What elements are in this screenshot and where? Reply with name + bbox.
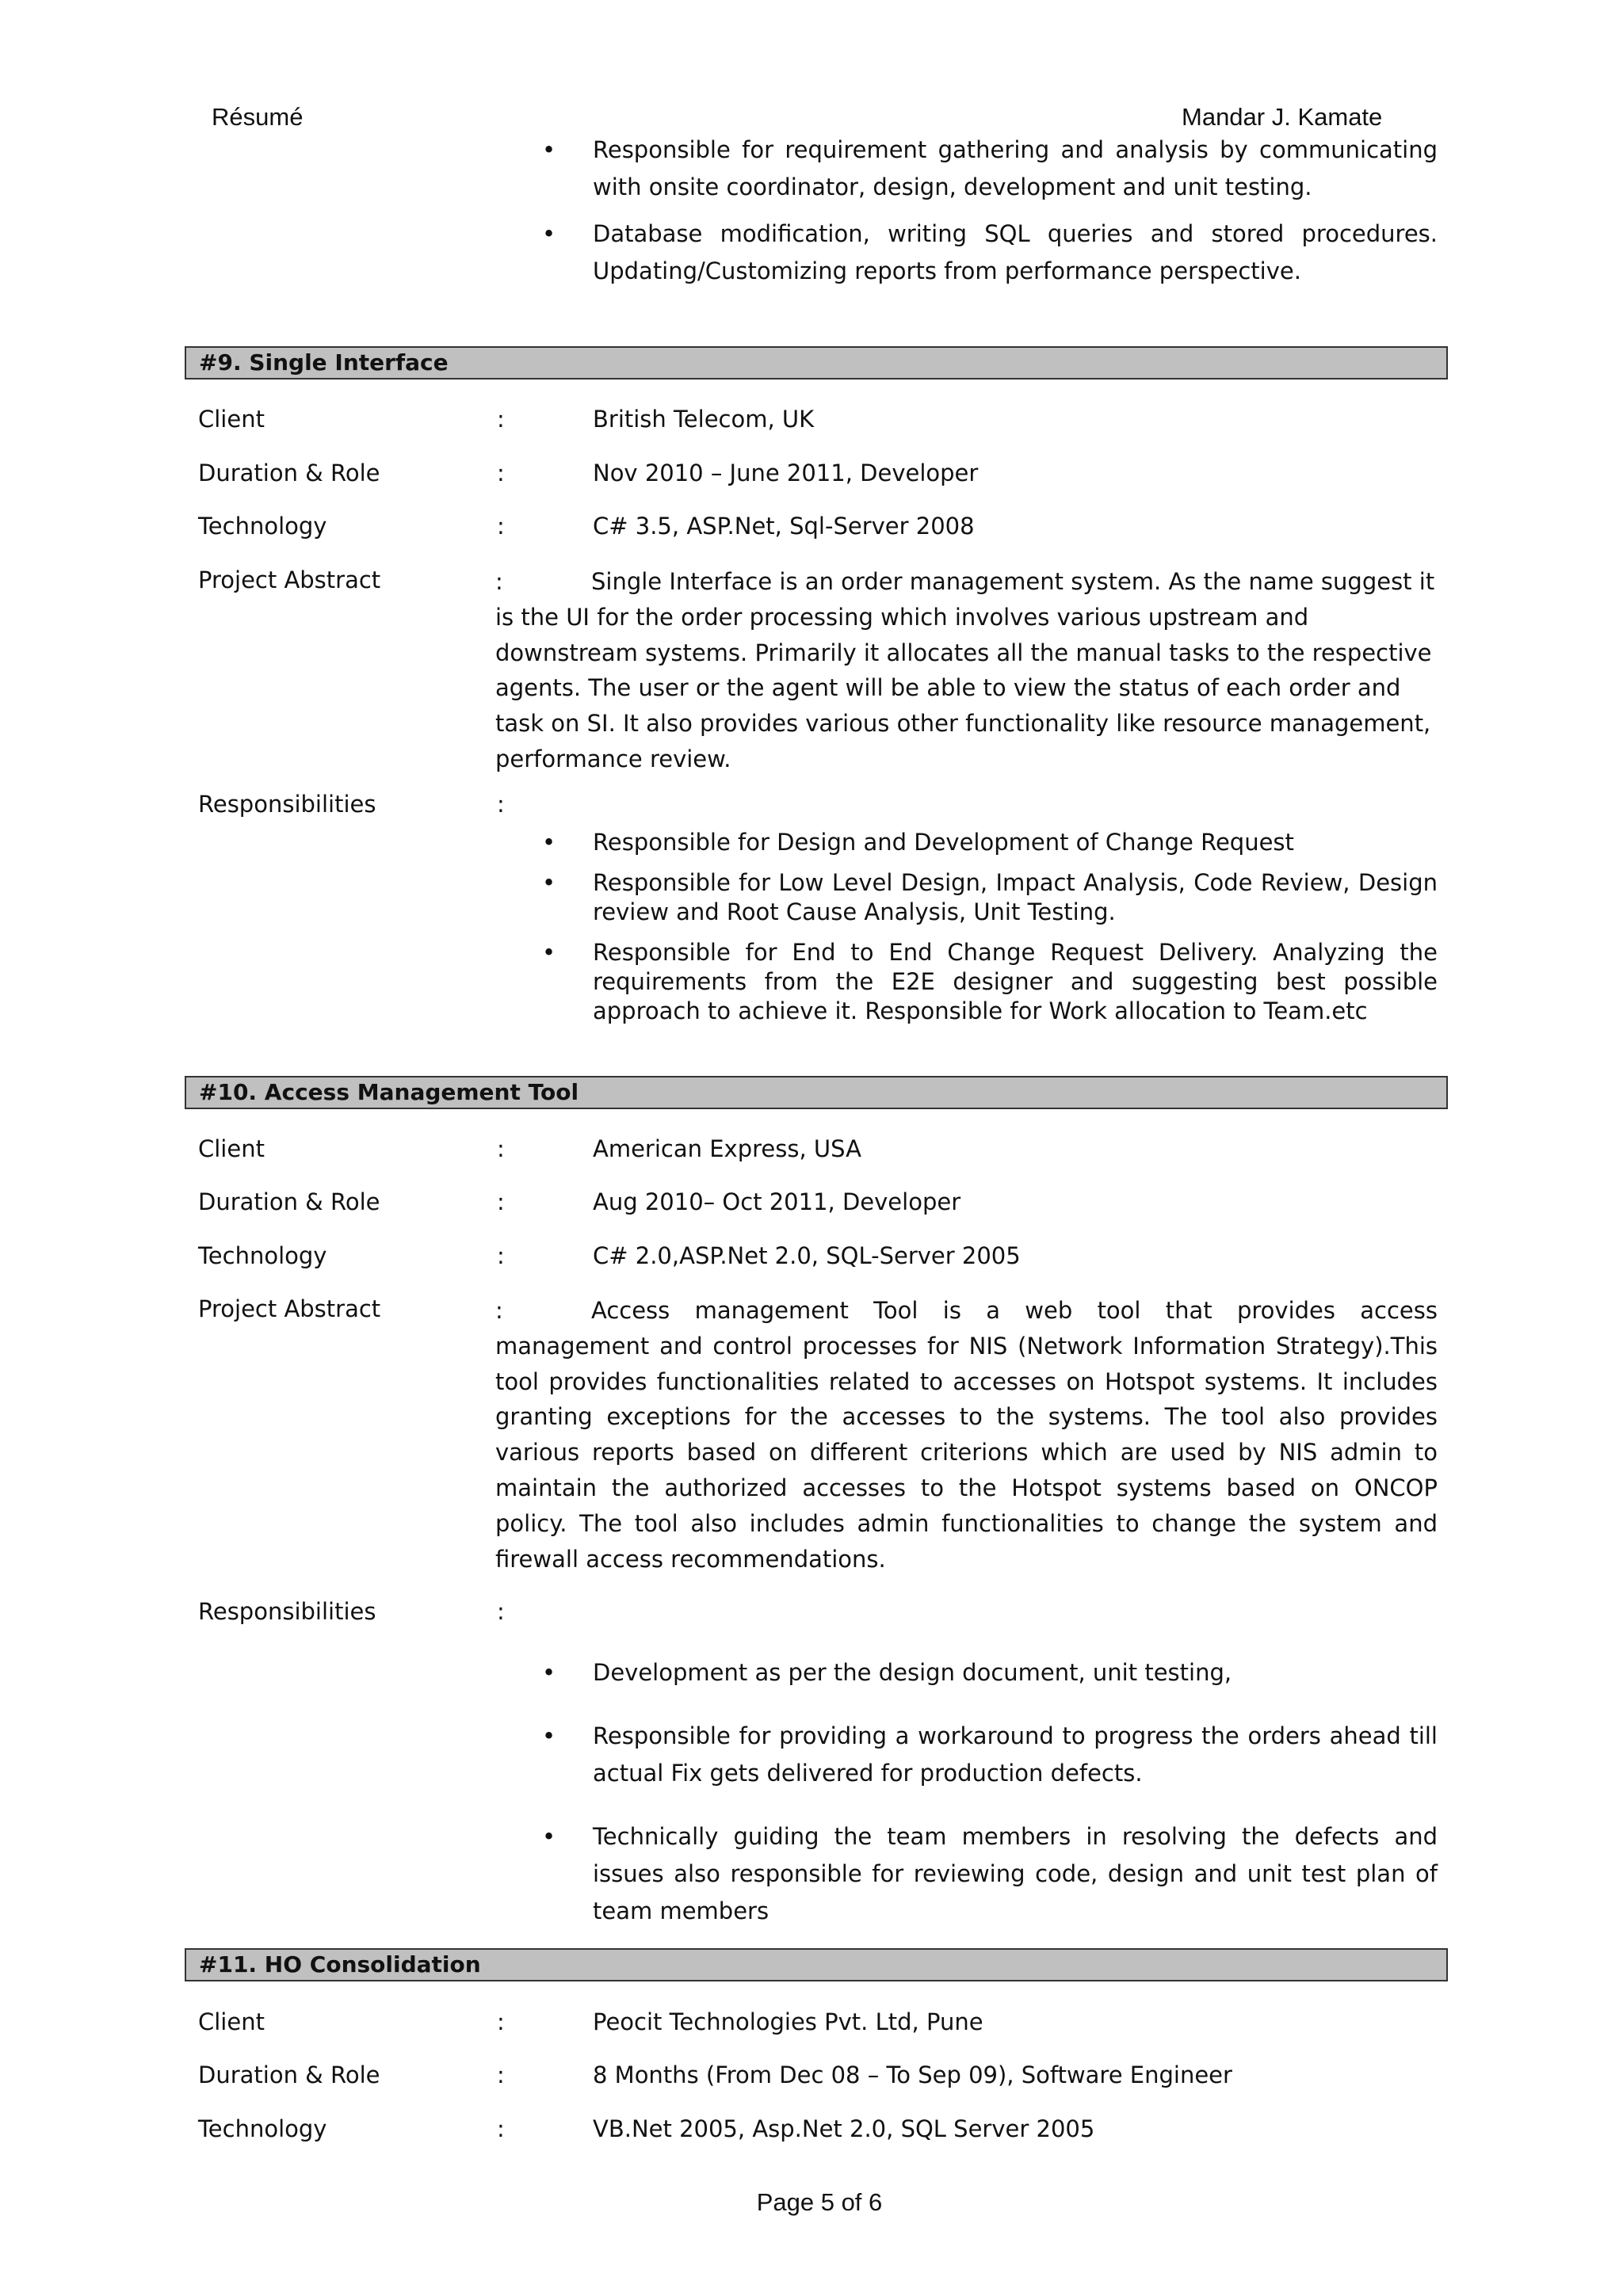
abstract-label: Project Abstract bbox=[198, 566, 381, 593]
responsibilities-row bbox=[0, 788, 1623, 820]
colon: : bbox=[497, 1598, 505, 1625]
abstract-label: Project Abstract bbox=[198, 1295, 381, 1322]
bullet-text: Responsible for Low Level Design, Impact Analysis, Code Review, Design review and Root Cause Analysis, Unit Testing. bbox=[593, 869, 1438, 925]
client-row bbox=[0, 1133, 1623, 1165]
client-value: Peocit Technologies Pvt. Ltd, Pune bbox=[593, 2008, 983, 2035]
duration-label: Duration & Role bbox=[198, 2061, 380, 2088]
colon: : bbox=[497, 791, 505, 818]
client-label: Client bbox=[198, 1135, 265, 1162]
bullet-glyph: • bbox=[542, 939, 556, 966]
client-value: American Express, USA bbox=[593, 1135, 861, 1162]
responsibilities-label: Responsibilities bbox=[198, 791, 376, 818]
bullet-text: Technically guiding the team members in resolving the defects and issues also responsible for reviewing code, design and unit test plan of team members bbox=[593, 1823, 1438, 1924]
list-item bbox=[0, 828, 1623, 857]
colon: : bbox=[497, 460, 505, 486]
bullet-glyph: • bbox=[542, 136, 556, 163]
technology-value: C# 2.0,ASP.Net 2.0, SQL-Server 2005 bbox=[593, 1242, 1021, 1269]
bullet-text: Responsible for requirement gathering and analysis by communicating with onsite coordinator, design, development and unit testing. bbox=[593, 136, 1438, 200]
list-item bbox=[0, 938, 1623, 1026]
colon: : bbox=[495, 568, 503, 595]
page-number: Page 5 of 6 bbox=[756, 2188, 883, 2216]
project-abstract bbox=[495, 1293, 1438, 1577]
bullet-glyph: • bbox=[542, 829, 556, 856]
duration-row bbox=[0, 1186, 1623, 1218]
project-heading: #11. HO Consolidation bbox=[185, 1948, 1448, 1981]
colon: : bbox=[497, 2115, 505, 2142]
duration-label: Duration & Role bbox=[198, 1188, 380, 1215]
colon: : bbox=[497, 1135, 505, 1162]
duration-value: Aug 2010– Oct 2011, Developer bbox=[593, 1188, 961, 1215]
colon: : bbox=[497, 406, 505, 433]
list-item bbox=[0, 132, 1623, 206]
technology-value: C# 3.5, ASP.Net, Sql-Server 2008 bbox=[593, 513, 975, 540]
client-row bbox=[0, 403, 1623, 435]
previous-project-responsibilities bbox=[0, 132, 1623, 290]
technology-label: Technology bbox=[198, 513, 327, 540]
bullet-text: Development as per the design document, unit testing, bbox=[593, 1659, 1232, 1686]
client-row bbox=[0, 2006, 1623, 2038]
duration-row bbox=[0, 457, 1623, 489]
duration-row bbox=[0, 2059, 1623, 2091]
list-item bbox=[0, 868, 1623, 927]
duration-value: 8 Months (From Dec 08 – To Sep 09), Software Engineer bbox=[593, 2061, 1232, 2088]
list-item bbox=[0, 1718, 1623, 1792]
bullet-glyph: • bbox=[542, 1823, 556, 1850]
header-name: Mandar J. Kamate bbox=[1182, 103, 1383, 131]
responsibilities-row bbox=[0, 1596, 1623, 1627]
list-item bbox=[0, 1818, 1623, 1930]
colon: : bbox=[497, 2008, 505, 2035]
colon: : bbox=[497, 2061, 505, 2088]
client-value: British Telecom, UK bbox=[593, 406, 815, 433]
technology-label: Technology bbox=[198, 1242, 327, 1269]
bullet-glyph: • bbox=[542, 869, 556, 896]
list-item bbox=[0, 1654, 1623, 1691]
header-title: Résumé bbox=[212, 103, 304, 131]
bullet-text: Responsible for End to End Change Request Delivery. Analyzing the requirements from the E2E designer and suggesting best possible approach to achieve it. Responsible for Work allocation to Team.etc bbox=[593, 939, 1438, 1024]
responsibilities-list bbox=[0, 828, 1623, 1026]
project-heading: #9. Single Interface bbox=[185, 346, 1448, 379]
technology-label: Technology bbox=[198, 2115, 327, 2142]
bullet-text: Database modification, writing SQL queries and stored procedures. Updating/Customizing reports from performance perspective. bbox=[593, 220, 1438, 284]
bullet-glyph: • bbox=[542, 1722, 556, 1749]
technology-value: VB.Net 2005, Asp.Net 2.0, SQL Server 2005 bbox=[593, 2115, 1095, 2142]
bullet-text: Responsible for providing a workaround to progress the orders ahead till actual Fix gets delivered for production defects. bbox=[593, 1722, 1438, 1787]
list-item bbox=[0, 215, 1623, 290]
bullet-text: Responsible for Design and Development of Change Request bbox=[593, 829, 1294, 856]
client-label: Client bbox=[198, 2008, 265, 2035]
technology-row bbox=[0, 510, 1623, 542]
responsibilities-label: Responsibilities bbox=[198, 1598, 376, 1625]
colon: : bbox=[497, 1242, 505, 1269]
colon: : bbox=[495, 1297, 503, 1324]
abstract-text: Access management Tool is a web tool that provides access management and control processes for NIS (Network Information Strategy).This tool provides functionalities related to accesses on Hotspot systems. It includes granting exceptions for the accesses to the systems. The tool also provides various reports based on different criterions which are used by NIS admin to maintain the authorized accesses to the Hotspot systems based on ONCOP policy. The tool also includes admin functionalities to change the system and firewall access recommendations. bbox=[495, 1297, 1438, 1573]
abstract-text: Single Interface is an order management system. As the name suggest it is the UI for the order processing which involves various upstream and downstream systems. Primarily it allocates all the manual tasks to the respective agents. The user or the agent will be able to view the status of each order and task on SI. It also provides various other functionality like resource management, performance review. bbox=[495, 568, 1435, 772]
project-abstract bbox=[495, 564, 1438, 777]
duration-value: Nov 2010 – June 2011, Developer bbox=[593, 460, 979, 486]
duration-label: Duration & Role bbox=[198, 460, 380, 486]
colon: : bbox=[497, 1188, 505, 1215]
bullet-glyph: • bbox=[542, 1659, 556, 1686]
bullet-glyph: • bbox=[542, 220, 556, 247]
project-heading: #10. Access Management Tool bbox=[185, 1076, 1448, 1109]
responsibilities-list bbox=[0, 1654, 1623, 1930]
technology-row bbox=[0, 1240, 1623, 1272]
technology-row bbox=[0, 2113, 1623, 2145]
colon: : bbox=[497, 513, 505, 540]
client-label: Client bbox=[198, 406, 265, 433]
